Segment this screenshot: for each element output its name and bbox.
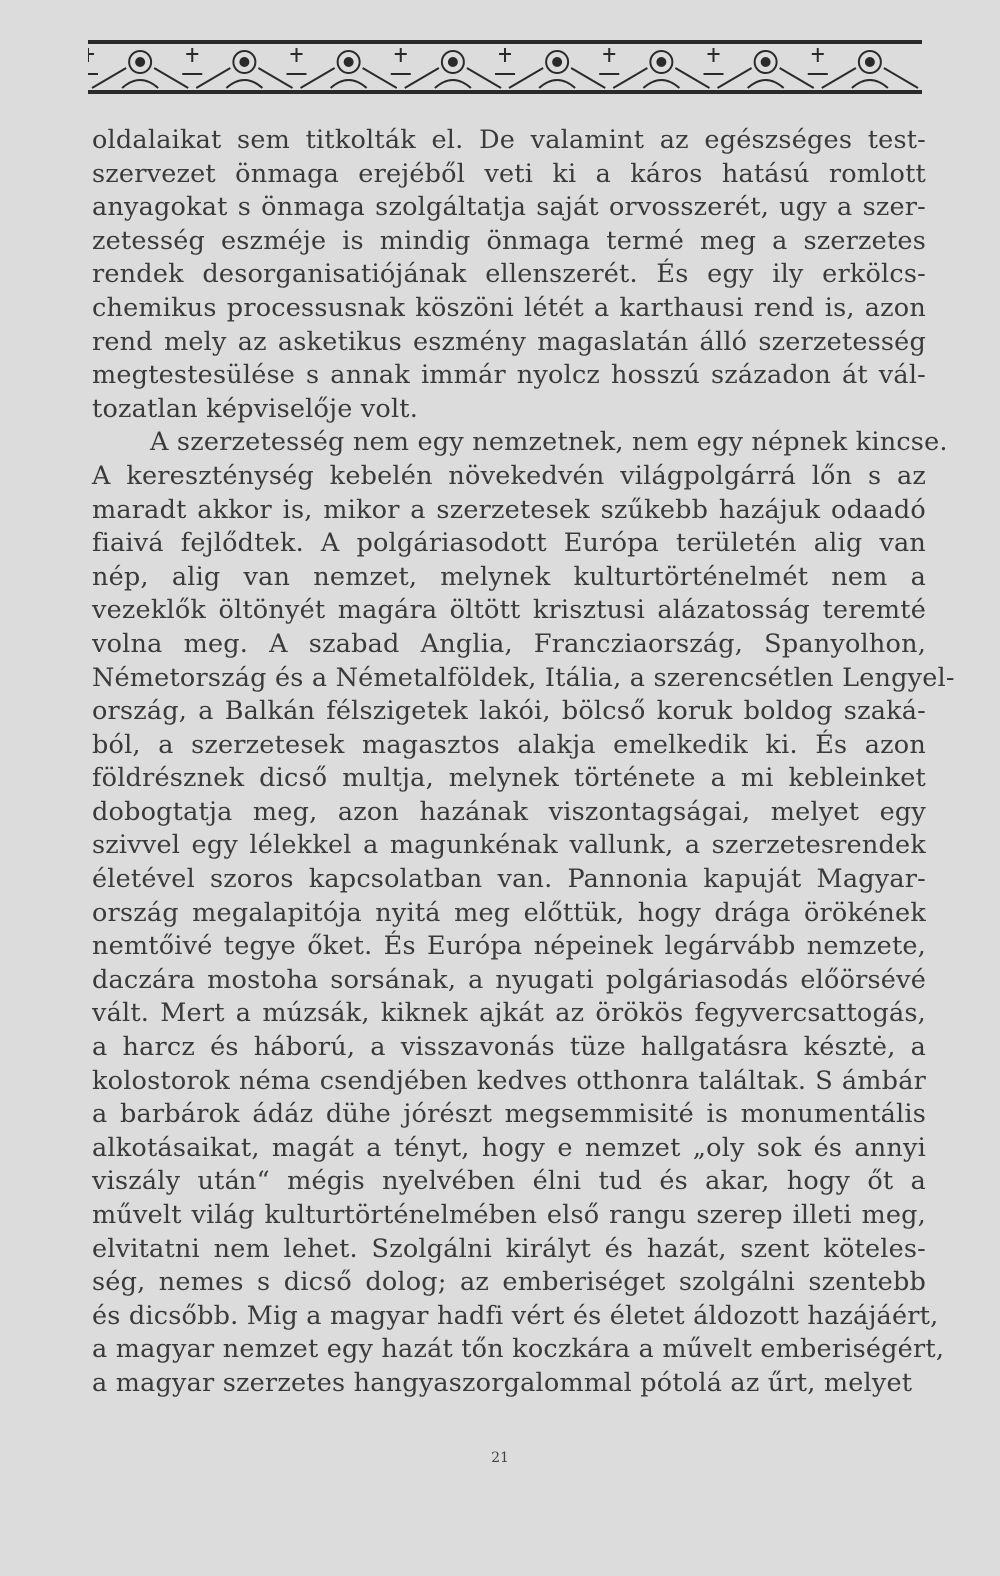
text-line: kolostorok néma csendjében kedves otthonra találtak. S ámbár	[92, 1065, 926, 1096]
cross-flower-icon	[599, 48, 619, 74]
text-line: volna meg. A szabad Anglia, Francziaország, Spanyolhon,	[92, 628, 926, 659]
cross-flower-icon	[182, 48, 202, 74]
body-text	[92, 124, 955, 1401]
text-line: anyagokat s önmaga szolgáltatja saját orvosszerét, ugy a szer-	[92, 192, 926, 223]
text-line: ország megalapitója nyitá meg előttük, hogy drága örökének	[92, 897, 926, 928]
text-line: a magyar szerzetes hangyaszorgalommal pótolá az űrt, melyet	[92, 1367, 913, 1398]
text-line: életével szoros kapcsolatban van. Pannonia kapuját Magyar-	[92, 864, 926, 895]
text-line: daczára mostoha sorsának, a nyugati polgáriasodás előörsévé	[92, 964, 926, 995]
text-line: szervezet önmaga erejéből veti ki a káros hatású romlott	[92, 158, 926, 189]
text-line: A kereszténység kebelén növekedvén világpolgárrá lőn s az	[92, 460, 926, 491]
text-line: ból, a szerzetesek magasztos alakja emelkedik ki. És azon	[92, 729, 926, 760]
leaf-scroll-icon	[718, 68, 814, 88]
text-line: alkotásaikat, magát a tényt, hogy e nemzet „oly sok és annyi	[92, 1132, 926, 1163]
text-line: nép, alig van nemzet, melynek kulturtörténelmét nem a	[92, 561, 926, 592]
text-line: vezeklők öltönyét magára öltött krisztusi alázatosság teremté	[92, 595, 926, 626]
text-line: dobogtatja meg, azon hazának viszontagságai, melyet egy	[92, 796, 926, 827]
leaf-scroll-icon	[92, 68, 188, 88]
text-line: chemikus processusnak köszöni létét a karthausi rend is, azon	[92, 292, 926, 323]
text-line: tozatlan képviselője volt.	[92, 393, 419, 424]
text-line: rendek desorganisatiójának ellenszerét. És egy ily erkölcs-	[92, 259, 926, 290]
text-line: megtestesülése s annak immár nyolcz hosszú századon át vál-	[92, 360, 926, 391]
text-line: elvitatni nem lehet. Szolgálni királyt és hazát, szent köteles-	[92, 1233, 926, 1264]
decorative-floral-border	[88, 38, 922, 98]
text-line: nemtőivé tegye őket. És Európa népeinek legárvább nemzete,	[92, 931, 926, 962]
cross-flower-icon	[391, 48, 411, 74]
text-line: fiaivá fejlődtek. A polgáriasodott Európa területén alig van	[92, 528, 926, 559]
text-line: szivvel egy lélekkel a magunkénak vallunk, a szerzetesrendek	[92, 830, 926, 861]
text-line: Németország és a Németalföldek, Itália, a szerencsétlen Lengyel-	[92, 662, 955, 693]
text-line: vált. Mert a múzsák, kiknek ajkát az örökös fegyvercsattogás,	[92, 998, 926, 1029]
text-line: művelt világ kulturtörténelmében első rangu szerep illeti meg,	[92, 1200, 926, 1230]
text-line: ség, nemes s dicső dolog; az emberiséget szolgálni szentebb	[92, 1267, 926, 1298]
text-line: és dicsőbb. Mig a magyar hadfi vért és életet áldozott hazájáért,	[92, 1300, 939, 1331]
page-number: 21	[491, 1450, 509, 1466]
cross-flower-icon	[808, 48, 828, 74]
text-line: viszály után“ mégis nyelvében élni tud és akar, hogy őt a	[92, 1166, 926, 1197]
leaf-scroll-icon	[196, 68, 292, 88]
leaf-scroll-icon	[613, 68, 709, 88]
cross-flower-icon	[495, 48, 515, 74]
text-line: ország, a Balkán félszigetek lakói, bölcső koruk boldog szaká-	[92, 696, 926, 727]
text-line: oldalaikat sem titkolták el. De valamint az egészséges test-	[92, 125, 926, 155]
leaf-scroll-icon	[301, 68, 397, 88]
text-line: A szerzetesség nem egy nemzetnek, nem egy népnek kincse.	[150, 427, 948, 458]
text-line: rend mely az asketikus eszmény magaslatán álló szerzetesség	[92, 326, 926, 357]
leaf-scroll-icon	[509, 68, 605, 88]
leaf-scroll-icon	[405, 68, 501, 88]
leaf-scroll-icon	[822, 68, 918, 88]
text-line: maradt akkor is, mikor a szerzetesek szűkebb hazájuk odaadó	[92, 494, 926, 525]
cross-flower-icon	[88, 48, 98, 74]
text-line: a barbárok ádáz dühe jórészt megsemmisité is monumentális	[92, 1099, 926, 1130]
text-line: földrésznek dicső multja, melynek története a mi kebleinket	[92, 763, 926, 794]
cross-flower-icon	[704, 48, 724, 74]
text-line: zetesség eszméje is mindig önmaga termé meg a szerzetes	[92, 225, 926, 256]
cross-flower-icon	[287, 48, 307, 74]
text-line: a harcz és háború, a visszavonás tüze hallgatásra késztė, a	[92, 1032, 926, 1063]
text-line: a magyar nemzet egy hazát tőn koczkára a művelt emberiségért,	[92, 1334, 945, 1365]
